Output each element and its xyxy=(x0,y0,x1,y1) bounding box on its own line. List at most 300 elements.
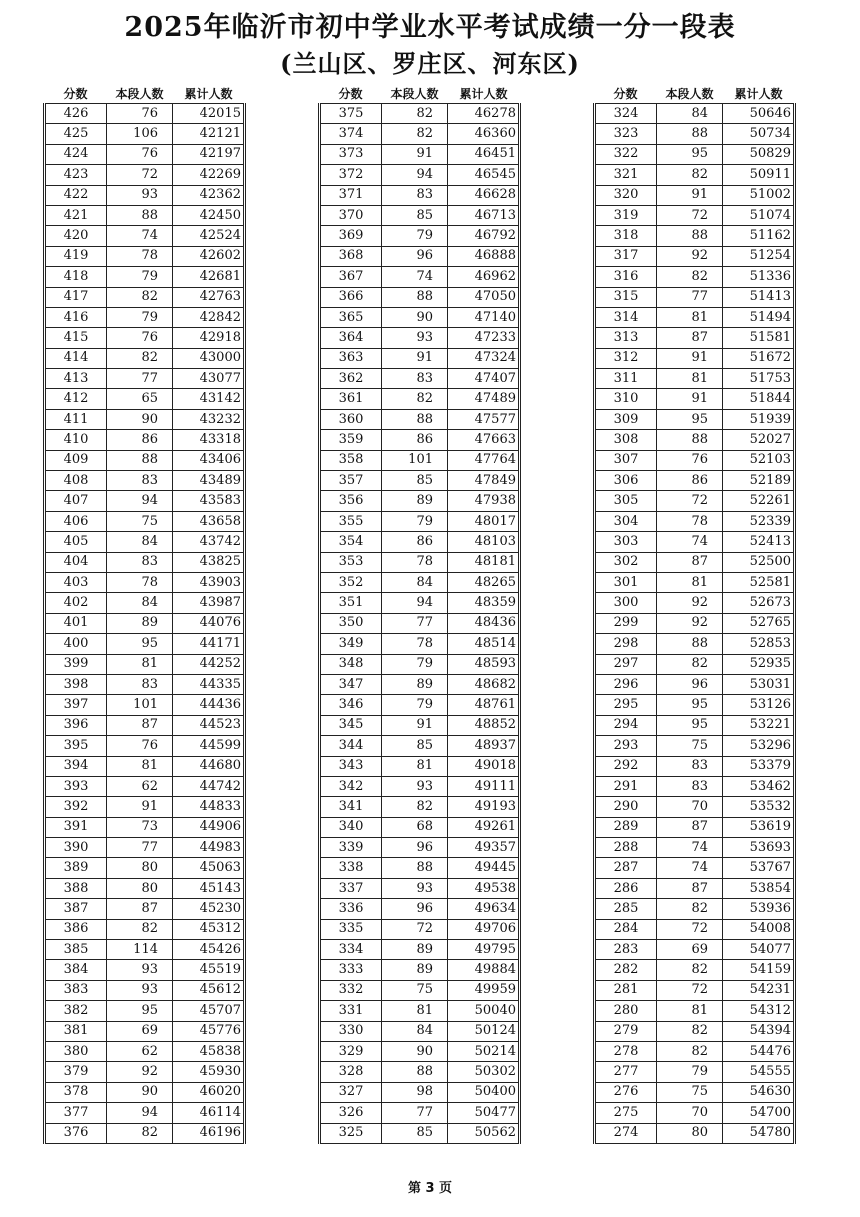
score-cell: 382 xyxy=(45,1001,107,1021)
cumulative-cell: 44742 xyxy=(173,776,245,796)
cumulative-cell: 53693 xyxy=(723,838,795,858)
count-cell: 91 xyxy=(382,348,448,368)
score-cell: 282 xyxy=(595,960,657,980)
score-cell: 342 xyxy=(320,776,382,796)
cumulative-cell: 46196 xyxy=(173,1123,245,1143)
count-cell: 81 xyxy=(657,307,723,327)
score-cell: 396 xyxy=(45,715,107,735)
table-row xyxy=(45,226,245,246)
table-row xyxy=(320,491,520,511)
score-cell: 370 xyxy=(320,205,382,225)
score-cell: 276 xyxy=(595,1082,657,1102)
header-cumulative: 累计人数 xyxy=(448,85,520,104)
cumulative-cell: 52673 xyxy=(723,593,795,613)
count-cell: 95 xyxy=(107,634,173,654)
table-row xyxy=(320,654,520,674)
table-row xyxy=(595,878,795,898)
score-cell: 420 xyxy=(45,226,107,246)
cumulative-cell: 44983 xyxy=(173,838,245,858)
cumulative-cell: 44171 xyxy=(173,634,245,654)
count-cell: 79 xyxy=(382,695,448,715)
count-cell: 91 xyxy=(382,715,448,735)
cumulative-cell: 51494 xyxy=(723,307,795,327)
table-row xyxy=(320,1021,520,1041)
count-cell: 83 xyxy=(382,185,448,205)
count-cell: 84 xyxy=(382,1021,448,1041)
count-cell: 82 xyxy=(107,287,173,307)
table-row xyxy=(595,185,795,205)
count-cell: 80 xyxy=(107,878,173,898)
score-cell: 350 xyxy=(320,613,382,633)
cumulative-cell: 50911 xyxy=(723,165,795,185)
table-row xyxy=(320,797,520,817)
score-cell: 421 xyxy=(45,205,107,225)
cumulative-cell: 50400 xyxy=(448,1082,520,1102)
count-cell: 92 xyxy=(107,1062,173,1082)
cumulative-cell: 44680 xyxy=(173,756,245,776)
table-row xyxy=(595,1103,795,1123)
score-cell: 391 xyxy=(45,817,107,837)
table-row xyxy=(320,1103,520,1123)
cumulative-cell: 48265 xyxy=(448,572,520,592)
count-cell: 86 xyxy=(382,430,448,450)
cumulative-cell: 47324 xyxy=(448,348,520,368)
count-cell: 76 xyxy=(107,736,173,756)
table-row xyxy=(320,409,520,429)
cumulative-cell: 52261 xyxy=(723,491,795,511)
cumulative-cell: 46792 xyxy=(448,226,520,246)
score-cell: 355 xyxy=(320,511,382,531)
cumulative-cell: 48181 xyxy=(448,552,520,572)
cumulative-cell: 53031 xyxy=(723,674,795,694)
count-cell: 75 xyxy=(657,1082,723,1102)
count-cell: 75 xyxy=(382,980,448,1000)
count-cell: 81 xyxy=(382,756,448,776)
count-cell: 88 xyxy=(382,858,448,878)
count-cell: 82 xyxy=(382,389,448,409)
table-row xyxy=(595,674,795,694)
score-cell: 278 xyxy=(595,1041,657,1061)
cumulative-cell: 45612 xyxy=(173,980,245,1000)
cumulative-cell: 54008 xyxy=(723,919,795,939)
score-cell: 369 xyxy=(320,226,382,246)
cumulative-cell: 46713 xyxy=(448,205,520,225)
table-row xyxy=(320,389,520,409)
count-cell: 87 xyxy=(657,328,723,348)
score-cell: 361 xyxy=(320,389,382,409)
header-score: 分数 xyxy=(595,85,657,104)
table-row xyxy=(595,450,795,470)
count-cell: 77 xyxy=(107,369,173,389)
score-cell: 320 xyxy=(595,185,657,205)
table-row xyxy=(45,328,245,348)
count-cell: 79 xyxy=(107,267,173,287)
count-cell: 101 xyxy=(107,695,173,715)
table-row xyxy=(45,593,245,613)
cumulative-cell: 50829 xyxy=(723,144,795,164)
count-cell: 91 xyxy=(107,797,173,817)
score-cell: 289 xyxy=(595,817,657,837)
table-row xyxy=(595,369,795,389)
cumulative-cell: 47663 xyxy=(448,430,520,450)
count-cell: 74 xyxy=(657,858,723,878)
score-cell: 376 xyxy=(45,1123,107,1143)
score-cell: 419 xyxy=(45,246,107,266)
score-cell: 287 xyxy=(595,858,657,878)
cumulative-cell: 42015 xyxy=(173,104,245,124)
count-cell: 82 xyxy=(107,919,173,939)
score-cell: 325 xyxy=(320,1123,382,1143)
table-row xyxy=(45,1062,245,1082)
count-cell: 83 xyxy=(107,674,173,694)
count-cell: 96 xyxy=(382,899,448,919)
table-row xyxy=(45,838,245,858)
score-cell: 313 xyxy=(595,328,657,348)
cumulative-cell: 50646 xyxy=(723,104,795,124)
count-cell: 62 xyxy=(107,1041,173,1061)
table-row xyxy=(595,613,795,633)
score-cell: 425 xyxy=(45,124,107,144)
count-cell: 65 xyxy=(107,389,173,409)
cumulative-cell: 48436 xyxy=(448,613,520,633)
count-cell: 85 xyxy=(382,736,448,756)
cumulative-cell: 46451 xyxy=(448,144,520,164)
score-cell: 297 xyxy=(595,654,657,674)
score-cell: 334 xyxy=(320,940,382,960)
cumulative-cell: 51336 xyxy=(723,267,795,287)
header-score: 分数 xyxy=(45,85,107,104)
cumulative-cell: 43825 xyxy=(173,552,245,572)
cumulative-cell: 51581 xyxy=(723,328,795,348)
score-cell: 341 xyxy=(320,797,382,817)
count-cell: 62 xyxy=(107,776,173,796)
table-row xyxy=(45,511,245,531)
count-cell: 74 xyxy=(382,267,448,287)
cumulative-cell: 50124 xyxy=(448,1021,520,1041)
table-row xyxy=(595,797,795,817)
table-row xyxy=(595,165,795,185)
cumulative-cell: 45312 xyxy=(173,919,245,939)
cumulative-cell: 52189 xyxy=(723,471,795,491)
score-cell: 316 xyxy=(595,267,657,287)
score-cell: 410 xyxy=(45,430,107,450)
table-row xyxy=(45,654,245,674)
count-cell: 96 xyxy=(382,246,448,266)
count-cell: 88 xyxy=(107,205,173,225)
header-score: 分数 xyxy=(320,85,382,104)
cumulative-cell: 47938 xyxy=(448,491,520,511)
table-row xyxy=(45,1021,245,1041)
count-cell: 82 xyxy=(657,267,723,287)
score-cell: 372 xyxy=(320,165,382,185)
score-cell: 345 xyxy=(320,715,382,735)
count-cell: 78 xyxy=(107,572,173,592)
score-cell: 367 xyxy=(320,267,382,287)
count-cell: 82 xyxy=(382,104,448,124)
count-cell: 90 xyxy=(107,1082,173,1102)
score-cell: 358 xyxy=(320,450,382,470)
score-cell: 305 xyxy=(595,491,657,511)
cumulative-cell: 53936 xyxy=(723,899,795,919)
cumulative-cell: 43987 xyxy=(173,593,245,613)
score-cell: 402 xyxy=(45,593,107,613)
score-cell: 409 xyxy=(45,450,107,470)
score-cell: 389 xyxy=(45,858,107,878)
table-row xyxy=(595,287,795,307)
score-cell: 281 xyxy=(595,980,657,1000)
score-cell: 387 xyxy=(45,899,107,919)
count-cell: 91 xyxy=(657,348,723,368)
count-cell: 87 xyxy=(657,878,723,898)
cumulative-cell: 48017 xyxy=(448,511,520,531)
cumulative-cell: 51753 xyxy=(723,369,795,389)
score-cell: 347 xyxy=(320,674,382,694)
count-cell: 94 xyxy=(107,1103,173,1123)
score-cell: 308 xyxy=(595,430,657,450)
count-cell: 91 xyxy=(657,389,723,409)
cumulative-cell: 45519 xyxy=(173,960,245,980)
count-cell: 95 xyxy=(107,1001,173,1021)
cumulative-cell: 45838 xyxy=(173,1041,245,1061)
table-row xyxy=(320,572,520,592)
table-row xyxy=(320,613,520,633)
score-cell: 384 xyxy=(45,960,107,980)
table-row xyxy=(320,471,520,491)
cumulative-cell: 49884 xyxy=(448,960,520,980)
count-cell: 78 xyxy=(107,246,173,266)
cumulative-cell: 44833 xyxy=(173,797,245,817)
cumulative-cell: 53296 xyxy=(723,736,795,756)
cumulative-cell: 42842 xyxy=(173,307,245,327)
score-cell: 318 xyxy=(595,226,657,246)
count-cell: 83 xyxy=(657,776,723,796)
score-cell: 423 xyxy=(45,165,107,185)
cumulative-cell: 51002 xyxy=(723,185,795,205)
score-cell: 407 xyxy=(45,491,107,511)
cumulative-cell: 43658 xyxy=(173,511,245,531)
score-cell: 311 xyxy=(595,369,657,389)
table-header xyxy=(595,85,795,104)
table-row xyxy=(595,511,795,531)
count-cell: 87 xyxy=(107,899,173,919)
count-cell: 89 xyxy=(382,491,448,511)
table-row xyxy=(45,185,245,205)
score-cell: 378 xyxy=(45,1082,107,1102)
score-cell: 326 xyxy=(320,1103,382,1123)
table-row xyxy=(320,205,520,225)
cumulative-cell: 54630 xyxy=(723,1082,795,1102)
cumulative-cell: 47140 xyxy=(448,307,520,327)
score-cell: 293 xyxy=(595,736,657,756)
score-cell: 346 xyxy=(320,695,382,715)
score-cell: 373 xyxy=(320,144,382,164)
count-cell: 95 xyxy=(657,695,723,715)
cumulative-cell: 42602 xyxy=(173,246,245,266)
count-cell: 72 xyxy=(657,919,723,939)
score-cell: 302 xyxy=(595,552,657,572)
table-row xyxy=(320,1001,520,1021)
cumulative-cell: 47764 xyxy=(448,450,520,470)
table-row xyxy=(320,817,520,837)
count-cell: 98 xyxy=(382,1082,448,1102)
count-cell: 80 xyxy=(657,1123,723,1143)
score-cell: 398 xyxy=(45,674,107,694)
table-row xyxy=(595,858,795,878)
count-cell: 75 xyxy=(657,736,723,756)
count-cell: 87 xyxy=(657,552,723,572)
table-row xyxy=(45,450,245,470)
table-row xyxy=(320,593,520,613)
table-row xyxy=(595,919,795,939)
cumulative-cell: 42450 xyxy=(173,205,245,225)
count-cell: 81 xyxy=(382,1001,448,1021)
score-cell: 322 xyxy=(595,144,657,164)
score-cell: 299 xyxy=(595,613,657,633)
table-row xyxy=(45,104,245,124)
score-cell: 349 xyxy=(320,634,382,654)
score-cell: 393 xyxy=(45,776,107,796)
count-cell: 82 xyxy=(382,797,448,817)
cumulative-cell: 52853 xyxy=(723,634,795,654)
cumulative-cell: 47407 xyxy=(448,369,520,389)
cumulative-cell: 44252 xyxy=(173,654,245,674)
cumulative-cell: 53126 xyxy=(723,695,795,715)
table-row xyxy=(45,634,245,654)
count-cell: 72 xyxy=(657,491,723,511)
cumulative-cell: 54231 xyxy=(723,980,795,1000)
cumulative-cell: 43742 xyxy=(173,532,245,552)
table-row xyxy=(595,532,795,552)
cumulative-cell: 54394 xyxy=(723,1021,795,1041)
cumulative-cell: 46545 xyxy=(448,165,520,185)
cumulative-cell: 42269 xyxy=(173,165,245,185)
table-row xyxy=(320,695,520,715)
cumulative-cell: 47577 xyxy=(448,409,520,429)
cumulative-cell: 54159 xyxy=(723,960,795,980)
cumulative-cell: 45426 xyxy=(173,940,245,960)
score-cell: 416 xyxy=(45,307,107,327)
score-cell: 411 xyxy=(45,409,107,429)
cumulative-cell: 42362 xyxy=(173,185,245,205)
table-row xyxy=(595,593,795,613)
table-row xyxy=(595,1082,795,1102)
score-cell: 275 xyxy=(595,1103,657,1123)
count-cell: 88 xyxy=(657,634,723,654)
cumulative-cell: 45930 xyxy=(173,1062,245,1082)
table-row xyxy=(45,409,245,429)
score-cell: 329 xyxy=(320,1041,382,1061)
count-cell: 77 xyxy=(657,287,723,307)
table-row xyxy=(45,878,245,898)
score-cell: 400 xyxy=(45,634,107,654)
count-cell: 83 xyxy=(382,369,448,389)
count-cell: 92 xyxy=(657,246,723,266)
table-row xyxy=(45,715,245,735)
count-cell: 93 xyxy=(107,960,173,980)
score-cell: 388 xyxy=(45,878,107,898)
count-cell: 88 xyxy=(107,450,173,470)
count-cell: 88 xyxy=(657,124,723,144)
score-cell: 357 xyxy=(320,471,382,491)
table-row xyxy=(320,165,520,185)
score-cell: 344 xyxy=(320,736,382,756)
count-cell: 85 xyxy=(382,471,448,491)
count-cell: 83 xyxy=(657,756,723,776)
count-cell: 92 xyxy=(657,593,723,613)
score-cell: 279 xyxy=(595,1021,657,1041)
table-row xyxy=(45,1001,245,1021)
score-cell: 314 xyxy=(595,307,657,327)
score-table-1 xyxy=(43,85,246,1144)
table-row xyxy=(320,226,520,246)
cumulative-cell: 49538 xyxy=(448,878,520,898)
cumulative-cell: 49445 xyxy=(448,858,520,878)
score-cell: 417 xyxy=(45,287,107,307)
score-cell: 360 xyxy=(320,409,382,429)
table-row xyxy=(595,899,795,919)
cumulative-cell: 48359 xyxy=(448,593,520,613)
table-row xyxy=(595,736,795,756)
count-cell: 74 xyxy=(657,532,723,552)
count-cell: 82 xyxy=(107,348,173,368)
table-row xyxy=(320,144,520,164)
score-cell: 315 xyxy=(595,287,657,307)
cumulative-cell: 51672 xyxy=(723,348,795,368)
cumulative-cell: 51413 xyxy=(723,287,795,307)
cumulative-cell: 47489 xyxy=(448,389,520,409)
score-cell: 401 xyxy=(45,613,107,633)
table-row xyxy=(320,552,520,572)
table-row xyxy=(595,491,795,511)
count-cell: 88 xyxy=(657,430,723,450)
cumulative-cell: 53379 xyxy=(723,756,795,776)
count-cell: 74 xyxy=(657,838,723,858)
score-cell: 392 xyxy=(45,797,107,817)
count-cell: 76 xyxy=(107,104,173,124)
score-cell: 343 xyxy=(320,756,382,776)
header-cumulative: 累计人数 xyxy=(723,85,795,104)
count-cell: 92 xyxy=(657,613,723,633)
count-cell: 95 xyxy=(657,144,723,164)
cumulative-cell: 44076 xyxy=(173,613,245,633)
cumulative-cell: 45063 xyxy=(173,858,245,878)
count-cell: 86 xyxy=(107,430,173,450)
table-row xyxy=(45,1103,245,1123)
cumulative-cell: 43318 xyxy=(173,430,245,450)
cumulative-cell: 43000 xyxy=(173,348,245,368)
count-cell: 95 xyxy=(657,409,723,429)
table-row xyxy=(45,165,245,185)
table-row xyxy=(595,980,795,1000)
table-row xyxy=(320,328,520,348)
table-row xyxy=(595,1041,795,1061)
table-row xyxy=(45,1041,245,1061)
table-row xyxy=(320,756,520,776)
table-row xyxy=(595,572,795,592)
score-cell: 408 xyxy=(45,471,107,491)
table-row xyxy=(320,980,520,1000)
table-row xyxy=(320,776,520,796)
score-cell: 422 xyxy=(45,185,107,205)
count-cell: 96 xyxy=(657,674,723,694)
cumulative-cell: 42918 xyxy=(173,328,245,348)
table-row xyxy=(45,389,245,409)
score-cell: 288 xyxy=(595,838,657,858)
count-cell: 76 xyxy=(107,328,173,348)
score-cell: 377 xyxy=(45,1103,107,1123)
cumulative-cell: 53854 xyxy=(723,878,795,898)
table-row xyxy=(320,1082,520,1102)
